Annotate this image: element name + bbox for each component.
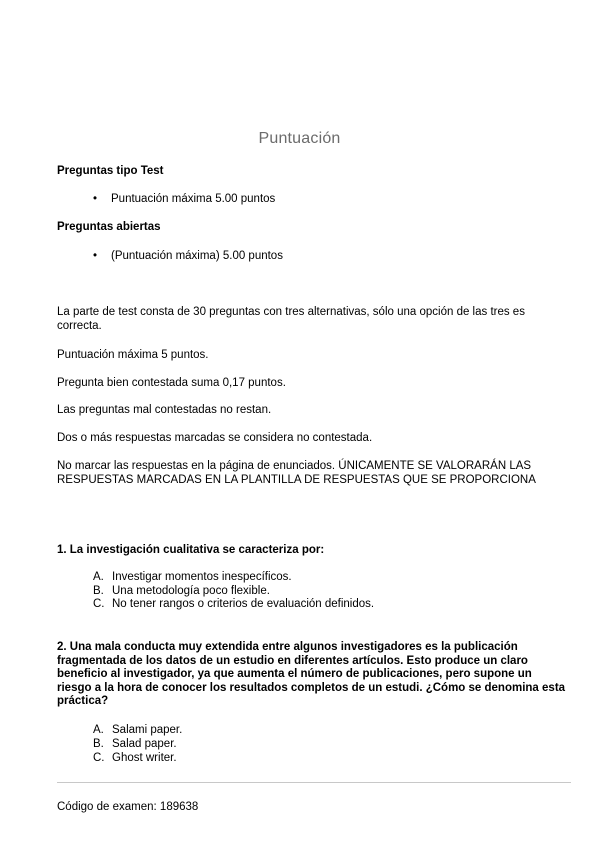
- question-2-option-a: [93, 724, 182, 738]
- question-1-option-a: [93, 571, 292, 585]
- option-text: Salami paper.: [112, 724, 183, 736]
- question-2-option-b: [93, 738, 177, 752]
- footer-divider: [57, 782, 571, 783]
- option-letter: B.: [93, 738, 104, 750]
- option-text: Una metodología poco flexible.: [112, 585, 270, 597]
- option-letter: B.: [93, 585, 104, 597]
- question-2-text: 2. Una mala conducta muy extendida entre algunos investigadores es la publicación fragmentada de los datos de un estudio en diferentes artículos. Esto produce un claro beneficio al investigador, ya que aumenta el número de publicaciones, pero supone un riesgo a la hora de conocer los resultados completos de un estudi. ¿Cómo se denomina esta práctica?: [57, 641, 566, 707]
- question-1-option-c: [93, 598, 374, 612]
- instruction-answer-sheet: No marcar las respuestas en la página de enunciados. ÚNICAMENTE SE VALORARÁN LAS RESPUESTAS MARCADAS EN LA PLANTILLA DE RESPUESTAS QUE SE PROPORCIONA: [57, 460, 536, 486]
- page-title: Puntuación: [258, 130, 341, 147]
- open-max-score: (Puntuación máxima) 5.00 puntos: [111, 250, 283, 262]
- option-text: Salad paper.: [112, 738, 177, 750]
- option-letter: C.: [93, 598, 105, 610]
- exam-code: Código de examen: 189638: [57, 801, 199, 813]
- question-1-text: 1. La investigación cualitativa se caracteriza por:: [57, 544, 325, 556]
- question-2-option-c: [93, 752, 177, 766]
- instruction-multiple-answers: Dos o más respuestas marcadas se considera no contestada.: [57, 432, 373, 444]
- bullet-icon: •: [93, 250, 98, 262]
- open-section-heading: Preguntas abiertas: [57, 221, 161, 233]
- test-section-heading: Preguntas tipo Test: [57, 165, 164, 177]
- option-text: Ghost writer.: [112, 752, 177, 764]
- option-letter: C.: [93, 752, 105, 764]
- instruction-correct-score: Pregunta bien contestada suma 0,17 puntos.: [57, 377, 286, 389]
- option-letter: A.: [93, 571, 104, 583]
- option-letter: A.: [93, 724, 104, 736]
- bullet-icon: •: [93, 193, 98, 205]
- option-text: No tener rangos o criterios de evaluación definidos.: [112, 598, 375, 610]
- instruction-max-score: Puntuación máxima 5 puntos.: [57, 349, 209, 361]
- instruction-wrong-answers: Las preguntas mal contestadas no restan.: [57, 404, 272, 416]
- test-max-score: Puntuación máxima 5.00 puntos: [111, 193, 276, 205]
- question-1-option-b: [93, 585, 270, 599]
- option-text: Investigar momentos inespecíficos.: [112, 571, 292, 583]
- instruction-test-format: La parte de test consta de 30 preguntas con tres alternativas, sólo una opción de las tres es correcta.: [57, 306, 525, 332]
